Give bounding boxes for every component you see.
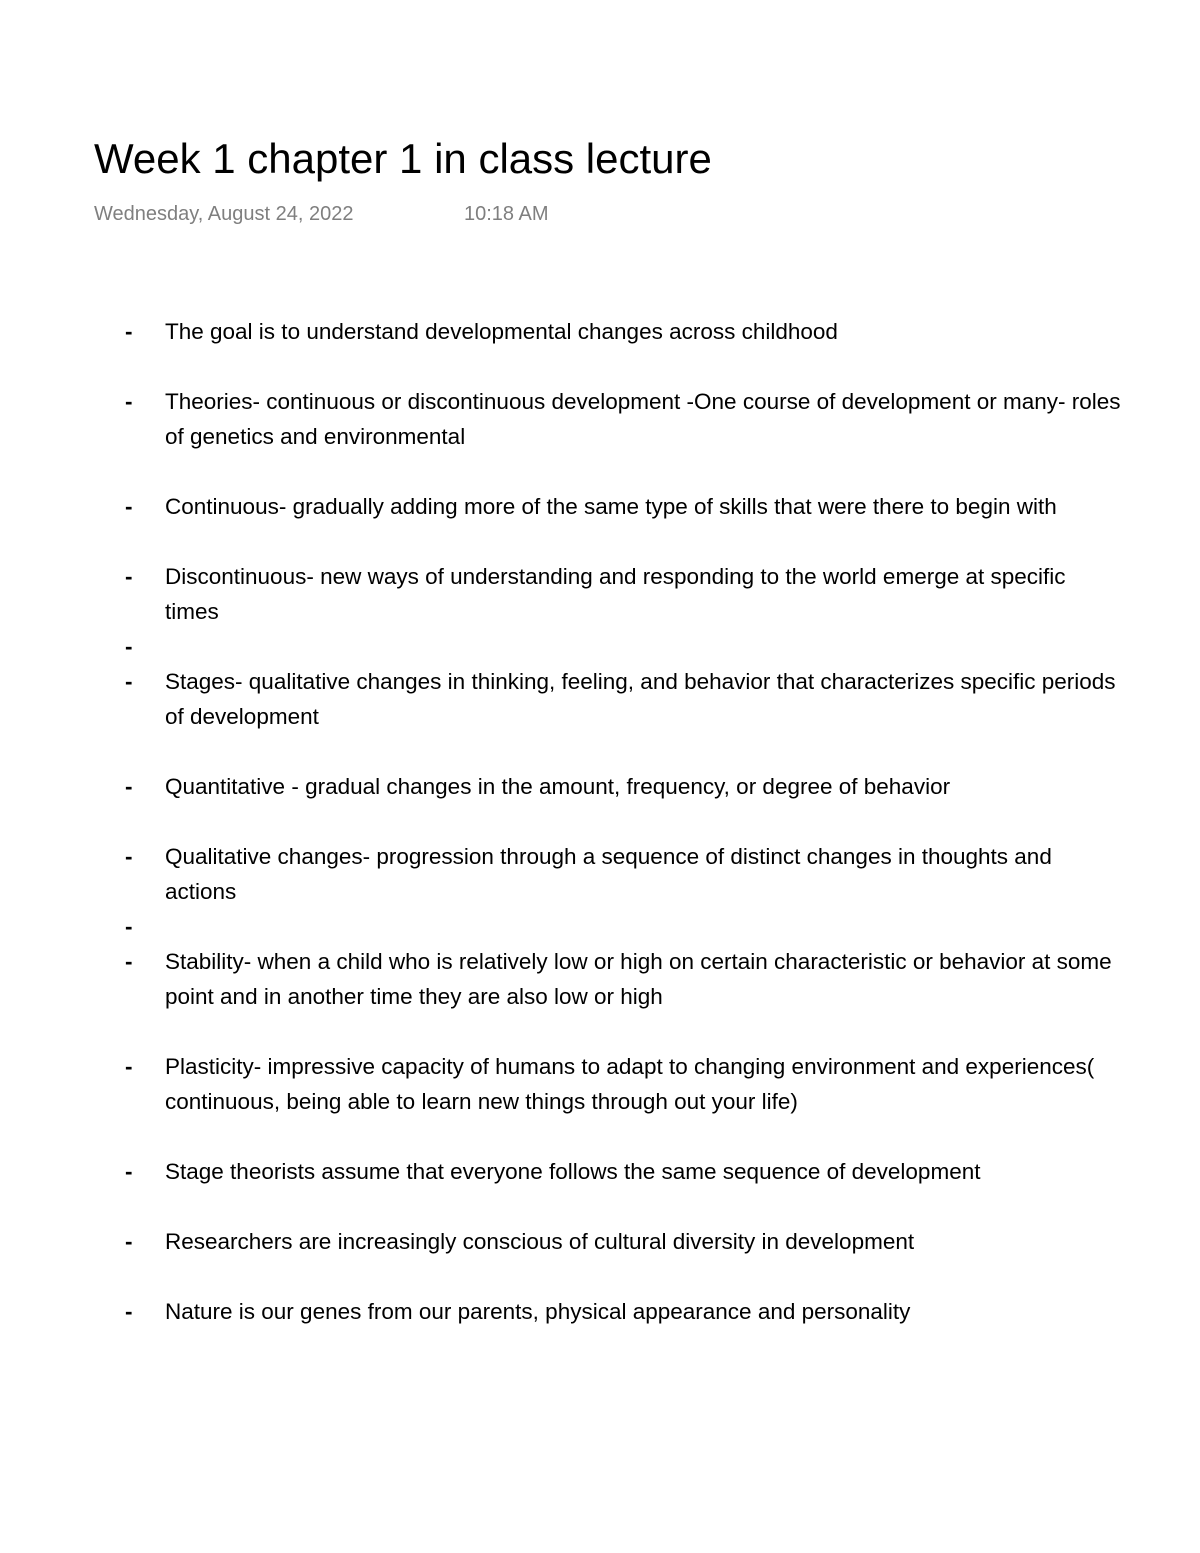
note-text — [165, 629, 1125, 664]
note-text: The goal is to understand developmental changes across childhood — [165, 319, 838, 344]
note-text: Quantitative - gradual changes in the amount, frequency, or degree of behavior — [165, 774, 951, 799]
list-item — [125, 1154, 1125, 1189]
list-item — [125, 1049, 1125, 1119]
note-metadata — [94, 200, 549, 228]
note-text: Qualitative changes- progression through a sequence of distinct changes in thoughts and actions — [165, 844, 1052, 904]
note-text: Stability- when a child who is relatively low or high on certain characteristic or behavior at some point and in another time they are also low or high — [165, 949, 1112, 1009]
list-item — [125, 839, 1125, 909]
list-item — [125, 1224, 1125, 1259]
list-item — [125, 944, 1125, 1014]
note-text: Discontinuous- new ways of understanding and responding to the world emerge at specific times — [165, 564, 1066, 624]
list-item — [125, 769, 1125, 804]
bullet-dash: - — [125, 494, 133, 519]
list-item — [125, 314, 1125, 349]
list-item-empty — [125, 909, 1125, 944]
note-text: Stages- qualitative changes in thinking, feeling, and behavior that characterizes specific periods of development — [165, 669, 1116, 729]
note-text: Continuous- gradually adding more of the same type of skills that were there to begin with — [165, 494, 1057, 519]
bullet-dash: - — [125, 1299, 133, 1324]
bullet-dash: - — [125, 389, 133, 414]
note-time: 10:18 AM — [464, 203, 549, 225]
bullet-dash: - — [125, 564, 133, 589]
bullet-dash: - — [125, 634, 133, 659]
note-text: Theories- continuous or discontinuous development -One course of development or many- roles of genetics and environmental — [165, 389, 1121, 449]
bullet-dash: - — [125, 1159, 133, 1184]
notes-list — [125, 314, 1125, 1364]
bullet-dash: - — [125, 844, 133, 869]
bullet-dash: - — [125, 914, 133, 939]
list-item — [125, 664, 1125, 734]
bullet-dash: - — [125, 949, 133, 974]
list-item — [125, 384, 1125, 454]
note-text: Plasticity- impressive capacity of humans to adapt to changing environment and experiences( continuous, being able to learn new things through out your life) — [165, 1054, 1095, 1114]
note-date: Wednesday, August 24, 2022 — [94, 203, 354, 225]
list-item — [125, 489, 1125, 524]
note-text — [165, 909, 1125, 944]
bullet-dash: - — [125, 1054, 133, 1079]
list-item — [125, 1294, 1125, 1329]
bullet-dash: - — [125, 1229, 133, 1254]
page-title: Week 1 chapter 1 in class lecture — [94, 135, 712, 182]
bullet-dash: - — [125, 319, 133, 344]
list-item — [125, 559, 1125, 629]
bullet-dash: - — [125, 774, 133, 799]
note-text: Stage theorists assume that everyone follows the same sequence of development — [165, 1159, 981, 1184]
note-text: Researchers are increasingly conscious of cultural diversity in development — [165, 1229, 915, 1254]
bullet-dash: - — [125, 669, 133, 694]
note-text: Nature is our genes from our parents, physical appearance and personality — [165, 1299, 911, 1324]
list-item-empty — [125, 629, 1125, 664]
